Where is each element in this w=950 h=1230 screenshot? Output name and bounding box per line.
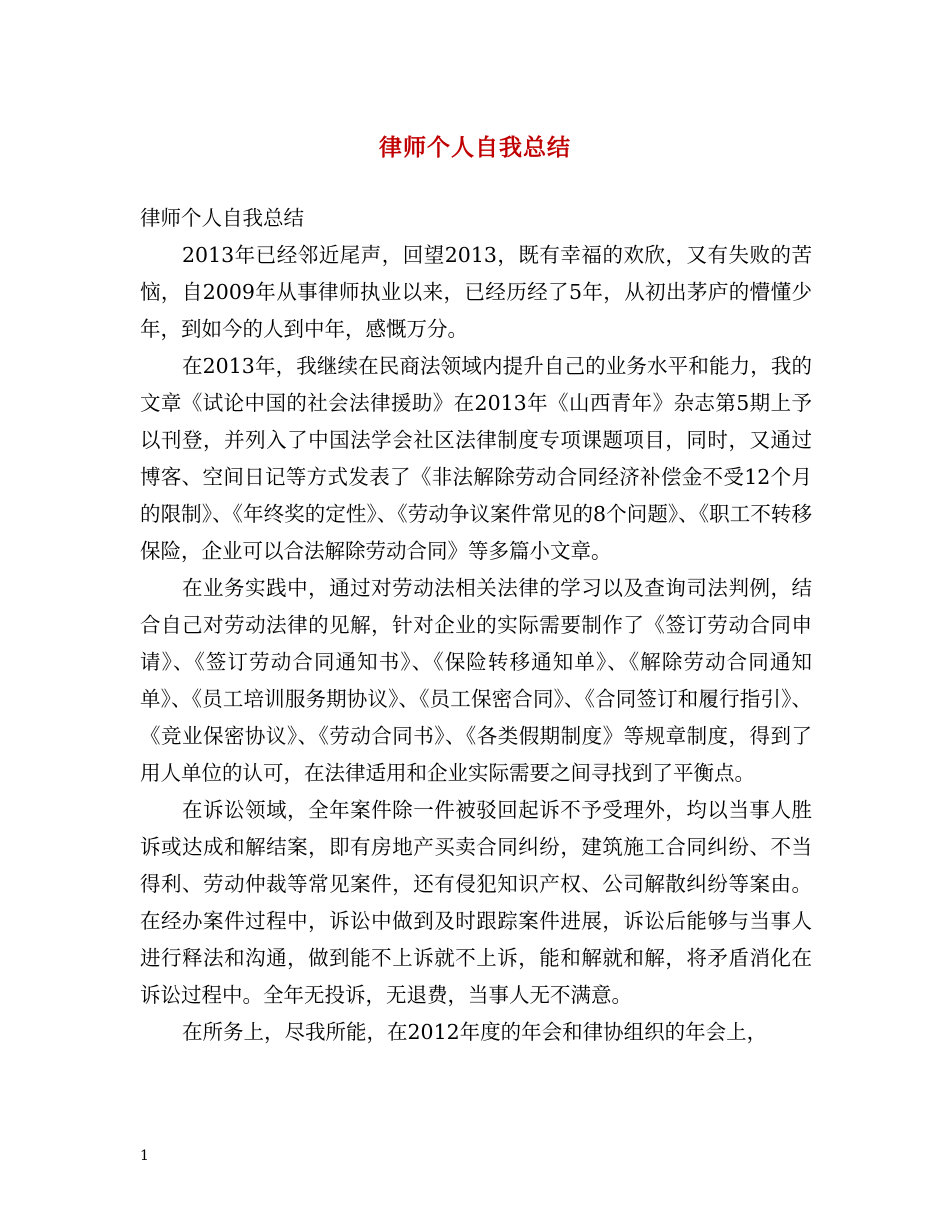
paragraph-4: 在诉讼领域，全年案件除一件被驳回起诉不予受理外，均以当事人胜诉或达成和解结案，即有房地产买卖合同纠纷，建筑施工合同纠纷、不当得利、劳动仲裁等常见案件，还有侵犯知识产权、公司解散纠纷等案由。在经办案件过程中，诉讼中做到及时跟踪案件进展，诉讼后能够与当事人进行释法和沟通，做到能不上诉就不上诉，能和解就和解，将矛盾消化在诉讼过程中。全年无投诉，无退费，当事人无不满意。 (140, 798, 812, 1007)
page-number: 1 (140, 1148, 149, 1164)
paragraph-2: 在2013年，我继续在民商法领域内提升自己的业务水平和能力，我的文章《试论中国的社会法律援助》在2013年《山西青年》杂志第5期上予以刊登，并列入了中国法学会社区法律制度专项课题项目，同时，又通过博客、空间日记等方式发表了《非法解除劳动合同经济补偿金不受12个月的限制》、《年终奖的定性》、《劳动争议案件常见的8个问题》、《职工不转移保险，企业可以合法解除劳动合同》等多篇小文章。 (140, 354, 812, 563)
paragraph-1: 2013年已经邻近尾声，回望2013，既有幸福的欢欣，又有失败的苦恼，自2009年从事律师执业以来，已经历经了5年，从初出茅庐的懵懂少年，到如今的人到中年，感慨万分。 (140, 243, 812, 341)
document-subtitle: 律师个人自我总结 (140, 206, 304, 230)
paragraph-3: 在业务实践中，通过对劳动法相关法律的学习以及查询司法判例，结合自己对劳动法律的见解，针对企业的实际需要制作了《签订劳动合同申请》、《签订劳动合同通知书》、《保险转移通知单》、《解除劳动合同通知单》、《员工培训服务期协议》、《员工保密合同》、《合同签订和履行指引》、《竞业保密协议》、《劳动合同书》、《各类假期制度》等规章制度，得到了用人单位的认可，在法律适用和企业实际需要之间寻找到了平衡点。 (140, 576, 812, 785)
document-body (140, 200, 812, 1051)
paragraph-5: 在所务上，尽我所能，在2012年度的年会和律协组织的年会上， (182, 1020, 768, 1044)
document-title: 律师个人自我总结 (379, 134, 571, 161)
